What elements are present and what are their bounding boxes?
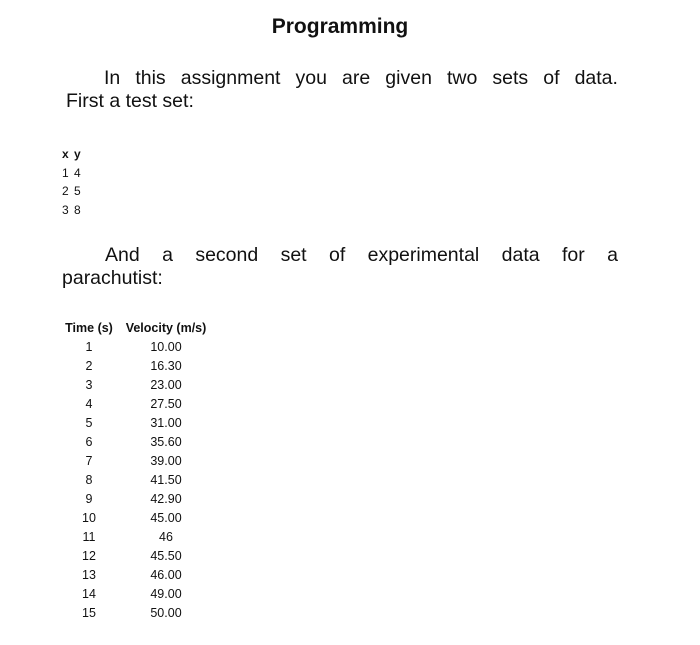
time-cell: 9 (85, 491, 93, 506)
time-cell: 6 (85, 434, 93, 449)
word: In (104, 67, 121, 89)
velocity-cell: 41.50 (150, 472, 182, 487)
word: set (280, 244, 307, 266)
velocity-cell: 23.00 (150, 377, 182, 392)
experimental-paragraph (62, 244, 618, 290)
word: for (561, 244, 585, 266)
velocity-cell: 46.00 (150, 567, 182, 582)
word: a (162, 244, 173, 266)
intro-paragraph-line-2: First a test set: (66, 90, 194, 112)
time-cell: 1 (85, 339, 93, 354)
velocity-cell: 42.90 (150, 491, 182, 506)
test-set-row: 3 8 (62, 202, 82, 217)
velocity-cell: 10.00 (150, 339, 182, 354)
table-row (60, 394, 214, 413)
time-cell: 2 (85, 358, 93, 373)
word: you (295, 67, 327, 89)
test-set-row: 2 5 (62, 184, 82, 198)
word: assignment (180, 67, 281, 89)
time-cell: 12 (82, 548, 96, 563)
velocity-cell: 35.60 (150, 434, 182, 449)
velocity-cell: 39.00 (150, 453, 182, 468)
test-set-table (62, 145, 82, 219)
velocity-cell: 50.00 (150, 605, 182, 620)
time-cell: 8 (85, 472, 93, 487)
intro-paragraph-line-1 (66, 67, 618, 90)
table-row (60, 375, 214, 394)
experimental-paragraph-line-1 (62, 244, 618, 267)
time-cell: 15 (82, 605, 96, 620)
table-row (60, 451, 214, 470)
word: of (543, 67, 560, 89)
table-row (60, 527, 214, 546)
table-header-row (60, 318, 214, 337)
table-row (60, 546, 214, 565)
time-cell: 3 (85, 377, 93, 392)
table-row (60, 432, 214, 451)
time-column-header: Time (s) (65, 320, 113, 335)
velocity-column-header: Velocity (m/s) (125, 320, 207, 335)
time-cell: 10 (82, 510, 96, 525)
table-row (60, 565, 214, 584)
table-row (60, 603, 214, 622)
test-set-row: 1 4 (62, 165, 82, 180)
word: of (328, 244, 346, 266)
word: And (105, 244, 140, 266)
word: are (342, 67, 371, 89)
time-cell: 13 (82, 567, 96, 582)
time-cell: 4 (85, 396, 93, 411)
velocity-cell: 16.30 (150, 358, 182, 373)
time-cell: 7 (85, 453, 93, 468)
word: two (446, 67, 478, 89)
table-row (60, 413, 214, 432)
velocity-cell: 45.00 (150, 510, 182, 525)
velocity-cell: 49.00 (150, 586, 182, 601)
table-row (60, 337, 214, 356)
time-cell: 14 (82, 586, 96, 601)
velocity-cell: 31.00 (150, 415, 182, 430)
table-row (60, 584, 214, 603)
velocity-cell: 46 (159, 529, 173, 544)
velocity-cell: 45.50 (150, 548, 182, 563)
velocity-cell: 27.50 (150, 396, 182, 411)
word: second (195, 244, 259, 266)
experimental-paragraph-line-2: parachutist: (62, 267, 163, 289)
word: a (607, 244, 618, 266)
word: experimental (367, 244, 480, 266)
word: given (385, 67, 432, 89)
time-cell: 11 (82, 529, 96, 544)
word: this (135, 67, 166, 89)
word: sets (492, 67, 529, 89)
intro-paragraph (66, 67, 618, 113)
word: data (501, 244, 540, 266)
experimental-data-table (60, 318, 214, 622)
test-set-header: x y (62, 147, 82, 161)
table-row (60, 489, 214, 508)
table-row (60, 470, 214, 489)
table-row (60, 356, 214, 375)
table-row (60, 508, 214, 527)
time-cell: 5 (85, 415, 93, 430)
page-title: Programming (271, 15, 409, 38)
word: data. (574, 67, 618, 89)
